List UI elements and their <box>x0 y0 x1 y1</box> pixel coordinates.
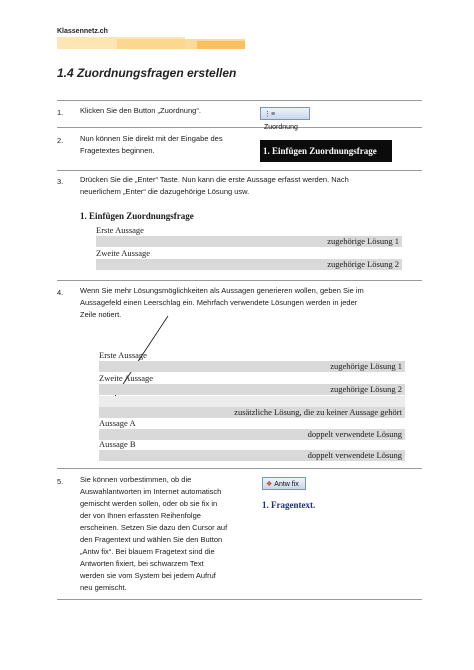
statement-label: Erste Aussage <box>96 225 144 235</box>
step-3-line: neuerlichem „Enter“ die dazugehörige Lösung usw. <box>80 187 250 196</box>
section-title: 1.4 Zuordnungsfragen erstellen <box>57 66 237 80</box>
step-5-line: der von Ihnen erfassten Reihenfolge <box>80 511 201 520</box>
step-3-line: Drücken Sie die „Enter“ Taste. Nun kann die erste Aussage erfasst werden. Nach <box>80 175 349 184</box>
step-4-line: Aussagefeld einen Leerschlag ein. Mehrfach verwendete Lösungen werden in jeder <box>80 298 358 307</box>
step-2-line: Fragetextes beginnen. <box>80 146 155 155</box>
solution-field: doppelt verwendete Lösung <box>99 429 405 440</box>
step-5-line: den Fragentext und wählen Sie den Button <box>80 535 223 544</box>
solution-field: doppelt verwendete Lösung <box>99 450 405 461</box>
fix-icon: ❖ <box>266 481 273 488</box>
step-5-line: „Antw fix“. Bei blauem Fragetext sind die <box>80 547 215 556</box>
zuordnung-button-label: Zuordnung <box>264 124 298 131</box>
step-4-line: Zeile notiert. <box>80 310 122 319</box>
step-5-line: Sie können vorbestimmen, ob die <box>80 475 192 484</box>
example-heading: 1. Einfügen Zuordnungsfrage <box>80 211 194 221</box>
question-heading-preview: 1. Einfügen Zuordnungsfrage <box>260 140 392 162</box>
fixed-question-preview: 1. Fragentext. <box>262 500 316 510</box>
step-5-line: werden sie vom System bei jedem Aufruf <box>80 571 216 580</box>
antw-fix-button-label: Antw fix <box>274 481 299 488</box>
step-5-line: Auswahlantworten im Internet automatisch <box>80 487 222 496</box>
step-number: 5. <box>57 477 64 486</box>
solution-field: zugehörige Lösung 1 <box>99 361 405 372</box>
step-5-line: Antworten fixiert, bei schwarzem Text <box>80 559 204 568</box>
step-2-line: Nun können Sie direkt mit der Eingabe des <box>80 134 223 143</box>
site-name: Klassennetz.ch <box>57 28 108 35</box>
empty-statement-field <box>99 396 405 407</box>
list-icon: ⋮≡ <box>264 111 276 118</box>
statement-label: Zweite Aussage <box>96 248 151 258</box>
statement-label: Zweite Aussage <box>99 373 154 383</box>
statement-label: Aussage A <box>99 418 136 428</box>
solution-field: zugehörige Lösung 2 <box>96 259 402 270</box>
step-number: 1. <box>57 108 64 117</box>
step-1-text: Klicken Sie den Button „Zuordnung“. <box>80 106 201 115</box>
antw-fix-button[interactable] <box>262 477 306 490</box>
step-5-line: gemischt werden sollen, oder ob sie fix in <box>80 499 218 508</box>
solution-field: zugehörige Lösung 1 <box>96 236 402 247</box>
statement-label: Aussage B <box>99 439 136 449</box>
step-number: 2. <box>57 136 64 145</box>
solution-field: zusätzliche Lösung, die zu keiner Aussage gehört <box>99 407 405 418</box>
step-5-line: neu gemischt. <box>80 583 127 592</box>
step-4-line: Wenn Sie mehr Lösungsmöglichkeiten als Aussagen generieren wollen, geben Sie im <box>80 286 364 295</box>
step-number: 3. <box>57 177 64 186</box>
step-number: 4. <box>57 288 64 297</box>
statement-label: Erste Aussage <box>99 350 147 360</box>
step-5-line: erscheinen. Setzen Sie dazu den Cursor auf <box>80 523 228 532</box>
solution-field: zugehörige Lösung 2 <box>99 384 405 395</box>
